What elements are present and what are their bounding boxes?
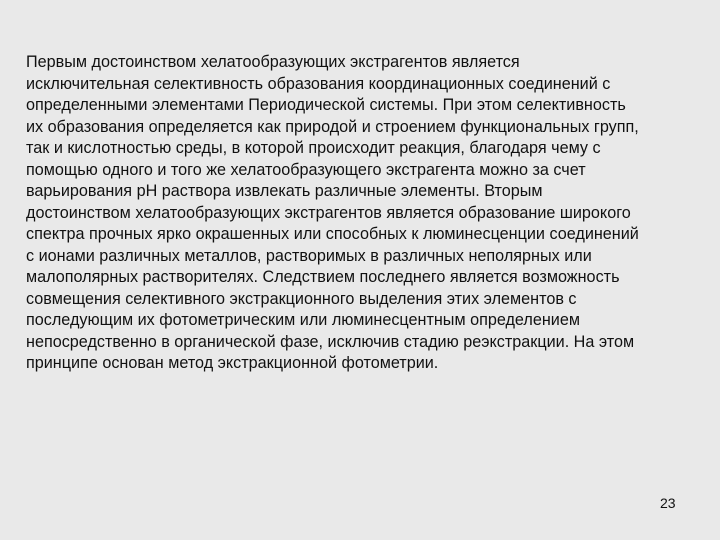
body-line: с ионами различных металлов, растворимых в различных неполярных или [26, 246, 592, 265]
body-line: малополярных растворителях. Следствием последнего является возможность [26, 268, 620, 286]
body-line: принципе основан метод экстракционной фотометрии. [26, 354, 439, 372]
body-line: их образования определяется как природой и строением функциональных групп, [26, 117, 639, 136]
body-line: Первым достоинством хелатообразующих экстрагентов является [26, 53, 520, 71]
body-line: совмещения селективного экстракционного выделения этих элементов с [26, 289, 577, 308]
page-number: 23 [660, 495, 676, 511]
body-line: определенными элементами Периодической системы. При этом селективность [26, 96, 626, 114]
body-line: последующим их фотометрическим или люминесцентным определением [26, 311, 580, 329]
body-line: достоинством хелатообразующих экстрагентов является образование широкого [26, 203, 631, 222]
body-line: так и кислотностью среды, в которой происходит реакция, благодаря чему с [26, 139, 601, 157]
body-line: варьирования рН раствора извлекать различные элементы. Вторым [26, 182, 543, 200]
body-paragraph [26, 52, 716, 375]
body-line: спектра прочных ярко окрашенных или способных к люминесценции соединений [26, 225, 639, 243]
body-line: исключительная селективность образования координационных соединений с [26, 74, 611, 93]
body-line: непосредственно в органической фазе, исключив стадию реэкстракции. На этом [26, 332, 635, 351]
body-line: помощью одного и того же хелатообразующего экстрагента можно за счет [26, 160, 586, 179]
